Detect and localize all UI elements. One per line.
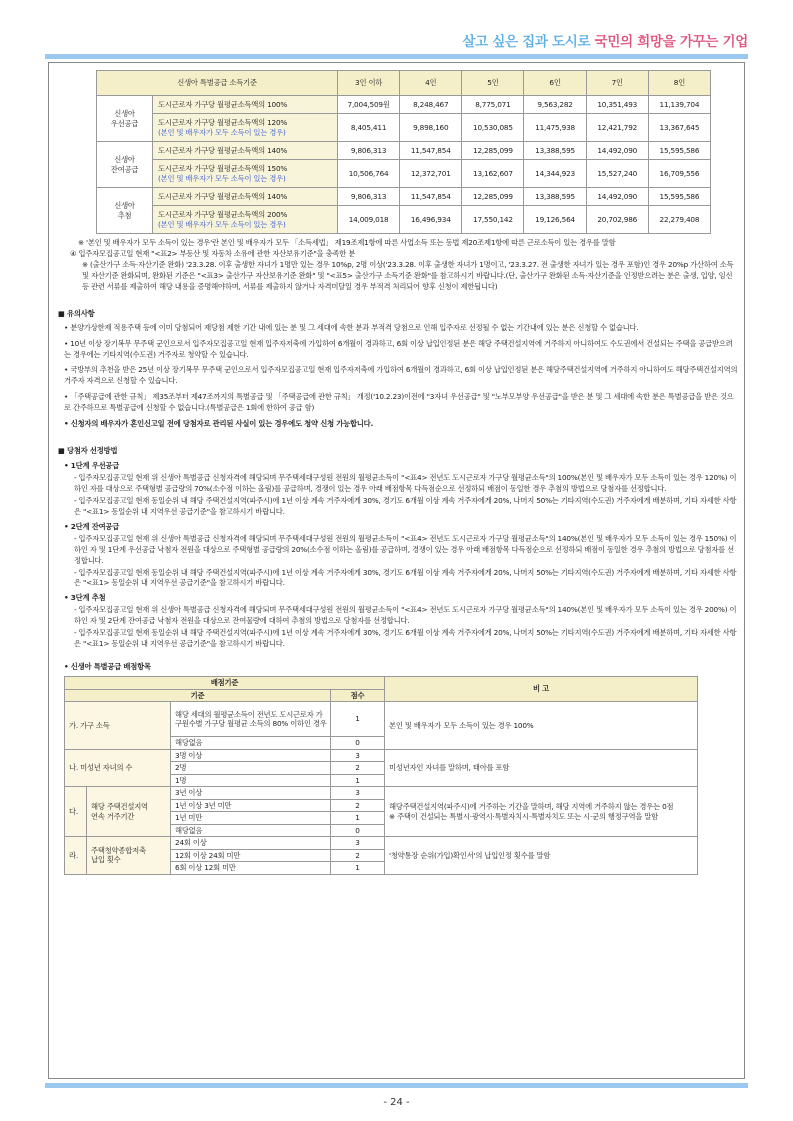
income-value-cell: 15,527,240 [586, 160, 648, 188]
score-criteria: 1년 이상 3년 미만 [171, 799, 331, 812]
income-value-cell: 10,351,493 [586, 96, 648, 114]
income-value-cell: 11,139,704 [648, 96, 710, 114]
income-value-cell: 13,388,595 [524, 142, 586, 160]
score-criteria: 2명 [171, 762, 331, 775]
score-remark-residence: 해당주택건설지역(파주시)에 거주하는 기간을 말하며, 해당 지역에 거주하지 않는 경우는 0점 ※ 주택이 건설되는 특별시·광역시·특별자치시·특별자치도 또는 시·군의 행정구역을 말함 [385, 787, 698, 837]
score-value: 1 [331, 774, 385, 787]
income-criteria-text: 도시근로자 가구당 월평균소득액의 140% [158, 191, 288, 201]
score-header-criteria: 기준 [65, 689, 331, 702]
income-criteria-desc [153, 142, 338, 160]
income-header-cell: 6인 [524, 71, 586, 96]
income-header-cell: 4인 [400, 71, 462, 96]
stage-line: - 입주자모집공고일 현재 위 신생아 특별공급 신청자격에 해당되며 무주택세대구성원 전원의 월평균소득이 "<표4> 전년도 도시근로자 가구당 월평균소득"의 140%(본인 및 배우자가 모두 소득이 있는 경우 150%) 이하인 자 및 1단계 우선공급 낙첨자 전원을 대상으로 주택형별 공급량의 20%(소수점 이하는 올림)를 공급하며, 경쟁이 있는 경우 아래 배점항목 다득점순으로 선정하되 배점이 동일한 경우 추첨의 방법으로 당첨자를 선정합니다. [74, 533, 737, 565]
score-criteria: 1명 [171, 774, 331, 787]
income-row [97, 142, 711, 160]
score-value: 1 [331, 702, 385, 737]
income-group-label: 신생아 추첨 [97, 188, 153, 234]
caution-title: ■ 유의사항 [58, 308, 95, 318]
footer-divider [45, 1083, 748, 1088]
income-criteria-text: 도시근로자 가구당 월평균소득액의 150% [158, 163, 288, 173]
caution-list [58, 323, 738, 415]
page-number: - 24 - [383, 1097, 410, 1108]
score-criteria: 해당없음 [171, 824, 331, 837]
income-value-cell: 13,162,607 [462, 160, 524, 188]
income-value-cell: 14,492,090 [586, 188, 648, 206]
income-criteria-desc [153, 206, 338, 234]
score-cat-savings: 주택청약종합저축 납입 횟수 [87, 837, 171, 875]
income-header-cell: 신생아 특별공급 소득기준 [97, 71, 338, 96]
income-value-cell: 16,709,556 [648, 160, 710, 188]
income-criteria-desc [153, 160, 338, 188]
caution-item: • 분양가상한제 적용주택 등에 이미 당첨되어 재당첨 제한 기간 내에 있는 분 및 그 세대에 속한 분과 부적격 당첨으로 인해 입주자로 선정될 수 없는 기간내에 있는 분은 신청할 수 없습니다. [64, 322, 639, 332]
score-criteria: 12회 이상 24회 미만 [171, 849, 331, 862]
income-value-cell: 11,547,854 [400, 188, 462, 206]
income-row [97, 96, 711, 114]
income-value-cell: 8,405,411 [338, 114, 400, 142]
income-header-cell: 3인 이하 [338, 71, 400, 96]
selection-stages [58, 461, 738, 650]
score-value: 1 [331, 812, 385, 825]
score-value: 0 [331, 737, 385, 750]
score-criteria: 3년 이상 [171, 787, 331, 800]
income-row [97, 188, 711, 206]
stage-title: • 3단계 추첨 [64, 593, 106, 603]
score-value: 3 [331, 749, 385, 762]
score-criteria: 해당 세대의 월평균소득이 전년도 도시근로자 가구원수별 가구당 월평균 소득의 80% 이하인 경우 [171, 702, 331, 737]
stage-line: - 입주자모집공고일 현재 동일순위 내 해당 주택건설지역(파주시)에 1년 이상 계속 거주자에게 30%, 경기도 6개월 이상 계속 거주자에게 20%, 나머지 50%는 기타지역(수도권) 거주자에게 배분하며, 기타 자세한 사항은 "<표1> 동일순위 내 지역우선 공급기준"을 참고하시기 바랍니다. [74, 628, 737, 649]
score-table [64, 676, 698, 875]
income-value-cell: 9,898,160 [400, 114, 462, 142]
income-value-cell: 12,285,099 [462, 188, 524, 206]
score-criteria: 24회 이상 [171, 837, 331, 850]
asset-criteria-note: ④ 입주자모집공고일 현재 "<표2> 부동산 및 자동차 소유에 관한 자산보유기준"을 충족한 분 [70, 248, 356, 258]
income-value-cell: 14,009,018 [338, 206, 400, 234]
income-header-cell: 8인 [648, 71, 710, 96]
income-value-cell: 14,492,090 [586, 142, 648, 160]
income-value-cell: 12,285,099 [462, 142, 524, 160]
caution-item: • 10년 이상 장기복무 무주택 군인으로서 입주자모집공고일 현재 입주자저축에 가입하여 6개월이 경과하고, 6회 이상 납입인정된 분은 해당 주택건설지역에 거주하지 아니하여도 수도권에서 건설되는 주택을 공급받으려는 경우에는 기타지역(수도권) 거주자로 청약할 수 있습니다. [64, 338, 733, 359]
income-value-cell: 14,344,923 [524, 160, 586, 188]
income-value-cell: 13,388,595 [524, 188, 586, 206]
caution-item: • 국방부의 추천을 받은 25년 이상 장기복무 무주택 군인으로서 입주자모집공고일 현재 입주자저축에 가입하여 6개월이 경과하고, 6회 이상 납입인정된 분은 해당주택건설지역에 거주하지 아니하여도 해당주택건설지역의 거주자 자격으로 신청할 수 있습니다. [64, 365, 738, 386]
income-criteria-text: 도시근로자 가구당 월평균소득액의 100% [158, 99, 288, 109]
caution-bold-item: • 신청자의 배우자가 혼인신고일 전에 당첨자로 관리된 사실이 있는 경우에도 청약 신청 가능합니다. [64, 419, 374, 429]
score-header-score: 점수 [331, 689, 385, 702]
income-value-cell: 15,595,586 [648, 142, 710, 160]
score-remark-income: 본인 및 배우자가 모두 소득이 있는 경우 100% [385, 702, 698, 750]
income-criteria-text: 도시근로자 가구당 월평균소득액의 200% [158, 209, 288, 219]
income-header-cell: 5인 [462, 71, 524, 96]
income-value-cell: 11,475,938 [524, 114, 586, 142]
score-criteria: 3명 이상 [171, 749, 331, 762]
stage-line: - 입주자모집공고일 현재 동일순위 내 해당 주택건설지역(파주시)에 1년 이상 계속 거주자에게 30%, 경기도 6개월 이상 계속 거주자에게 20%, 나머지 50%는 기타지역(수도권) 거주자에게 배분하며, 기타 자세한 사항은 "<표1> 동일순위 내 지역우선 공급기준"을 참고하시기 바랍니다. [74, 567, 737, 588]
income-value-cell: 12,421,792 [586, 114, 648, 142]
income-value-cell: 20,702,986 [586, 206, 648, 234]
income-criteria-subtext: (본인 및 배우자가 모두 소득이 있는 경우) [158, 173, 286, 183]
income-criteria-subtext: (본인 및 배우자가 모두 소득이 있는 경우) [158, 127, 286, 137]
income-value-cell: 13,367,645 [648, 114, 710, 142]
score-criteria: 1년 미만 [171, 812, 331, 825]
income-group-label: 신생아 잔여공급 [97, 142, 153, 188]
score-cat-children: 나. 미성년 자녀의 수 [65, 749, 171, 787]
score-criteria: 해당없음 [171, 737, 331, 750]
income-value-cell: 11,547,854 [400, 142, 462, 160]
income-value-cell: 9,563,282 [524, 96, 586, 114]
score-remark-children: 미성년자인 자녀를 말하며, 태아를 포함 [385, 749, 698, 787]
score-header-group: 배점기준 [65, 677, 385, 690]
score-table-title: • 신생아 특별공급 배점항목 [64, 662, 151, 672]
score-value: 3 [331, 787, 385, 800]
score-cat-residence: 해당 주택건설지역 연속 거주기간 [87, 787, 171, 837]
income-value-cell: 22,279,408 [648, 206, 710, 234]
page-content [58, 70, 738, 875]
stage-line: - 입주자모집공고일 현재 동일순위 내 해당 주택건설지역(파주시)에 1년 이상 계속 거주자에게 30%, 경기도 6개월 이상 계속 거주자에게 20%, 나머지 50%는 기타지역(수도권) 거주자에게 배분하며, 기타 자세한 사항은 "<표1> 동일순위 내 지역우선 공급기준"을 참고하시기 바랍니다. [74, 495, 737, 516]
income-value-cell: 9,806,313 [338, 188, 400, 206]
caution-item: • 「주택공급에 관한 규칙」 제35조부터 제47조까지의 특별공급 및 「주택공급에 관한 규칙」 개정('10.2.23)이전에 "3자녀 우선공급" 및 "노부모부양 우선공급"을 받은 분 및 그 세대에 속한 분은 특별공급을 받은 것으로 간주하므로 특별공급에 신청할 수 없습니다.(특별공급은 1회에 한하여 공급 함) [64, 392, 734, 413]
income-criteria-desc [153, 114, 338, 142]
dual-income-note: ※ '본인 및 배우자가 모두 소득이 있는 경우'란 본인 및 배우자가 모두 「소득세법」 제19조제1항에 따른 사업소득 또는 동법 제20조제1항에 따른 근로소득이 있는 경우를 말함 [78, 238, 616, 247]
selection-title: ■ 당첨자 선정방법 [58, 446, 118, 456]
income-header-cell: 7인 [586, 71, 648, 96]
income-row [97, 160, 711, 188]
income-value-cell: 10,506,764 [338, 160, 400, 188]
birth-household-note: ※ (출산가구 소득·자산기준 완화) '23.3.28. 이후 출생한 자녀가 1명만 있는 경우 10%p, 2명 이상('23.3.28. 이후 출생한 자녀가 1명이고, '23.3.27. 전 출생한 자녀가 있는 경우 포함)인 경우 20%p 가산하여 소득 및 자산기준 완화되며, 완화된 기준은 "<표3> 출산가구 자산보유기준 완화" 및 "<표5> 출산가구 소득기준 완화"를 참고하시기 바랍니다.(단, 출산가구 완화된 소득·자산기준을 인정받으려는 분은 출생, 입양, 임신 등 관련 서류를 제출하여 해당 내용을 증명해야하며, 서류를 제출하지 않거나 자격미달일 경우 부적격 처리되어 향후 신청이 제한됩니다) [82, 259, 734, 291]
score-value: 2 [331, 762, 385, 775]
income-value-cell: 7,004,509원 [338, 96, 400, 114]
score-cat-savings-num: 라. [65, 837, 87, 875]
income-group-label: 신생아 우선공급 [97, 96, 153, 142]
income-value-cell: 8,248,467 [400, 96, 462, 114]
income-criteria-text: 도시근로자 가구당 월평균소득액의 120% [158, 117, 288, 127]
score-remark-savings: '청약통장 순위(가입)확인서'의 납입인정 횟수를 말함 [385, 837, 698, 875]
score-value: 3 [331, 837, 385, 850]
income-criteria-subtext: (본인 및 배우자가 모두 소득이 있는 경우) [158, 219, 286, 229]
income-criteria-text: 도시근로자 가구당 월평균소득액의 140% [158, 145, 288, 155]
header-divider [45, 54, 748, 59]
score-value: 2 [331, 849, 385, 862]
score-criteria: 6회 이상 12회 미만 [171, 862, 331, 875]
header-slogan: 살고 싶은 집과 도시로 국민의 희망을 가꾸는 기업 [462, 34, 748, 50]
score-value: 2 [331, 799, 385, 812]
income-row [97, 114, 711, 142]
score-header-remark: 비 고 [385, 677, 698, 702]
score-value: 0 [331, 824, 385, 837]
stage-title: • 2단계 잔여공급 [64, 521, 120, 531]
income-criteria-desc [153, 188, 338, 206]
score-value: 1 [331, 862, 385, 875]
income-value-cell: 8,775,071 [462, 96, 524, 114]
income-value-cell: 9,806,313 [338, 142, 400, 160]
income-value-cell: 10,530,085 [462, 114, 524, 142]
income-value-cell: 15,595,586 [648, 188, 710, 206]
score-cat-income: 가. 가구 소득 [65, 702, 171, 750]
income-row [97, 206, 711, 234]
income-criteria-table [96, 70, 711, 234]
stage-line: - 입주자모집공고일 현재 위 신생아 특별공급 신청자격에 해당되며 무주택세대구성원 전원의 월평균소득이 "<표4> 전년도 도시근로자 가구당 월평균소득"의 100%(본인 및 배우자가 모두 소득이 있는 경우 120%) 이하인 자를 대상으로 주택형별 공급량의 70%(소수점 이하는 올림)를 공급하며, 경쟁이 있는 경우 아래 배점항목 다득점순으로 선정하되 배점이 동일한 경우 추첨의 방법으로 당첨자를 선정합니다. [74, 473, 737, 493]
income-value-cell: 16,496,934 [400, 206, 462, 234]
income-value-cell: 12,372,701 [400, 160, 462, 188]
stage-line: - 입주자모집공고일 현재 위 신생아 특별공급 신청자격에 해당되며 무주택세대구성원 전원의 월평균소득이 "<표4> 전년도 도시근로자 가구당 월평균소득"의 140%(본인 및 배우자가 모두 소득이 있는 경우 200%) 이하인 자 및 2단계 잔여공급 낙첨자 전원을 대상으로 잔여물량에 대하여 추첨의 방법으로 당첨자를 선정합니다. [74, 605, 737, 626]
income-value-cell: 19,126,564 [524, 206, 586, 234]
income-value-cell: 17,550,142 [462, 206, 524, 234]
score-cat-residence-num: 다. [65, 787, 87, 837]
stage-title: • 1단계 우선공급 [64, 461, 120, 471]
income-criteria-desc [153, 96, 338, 114]
